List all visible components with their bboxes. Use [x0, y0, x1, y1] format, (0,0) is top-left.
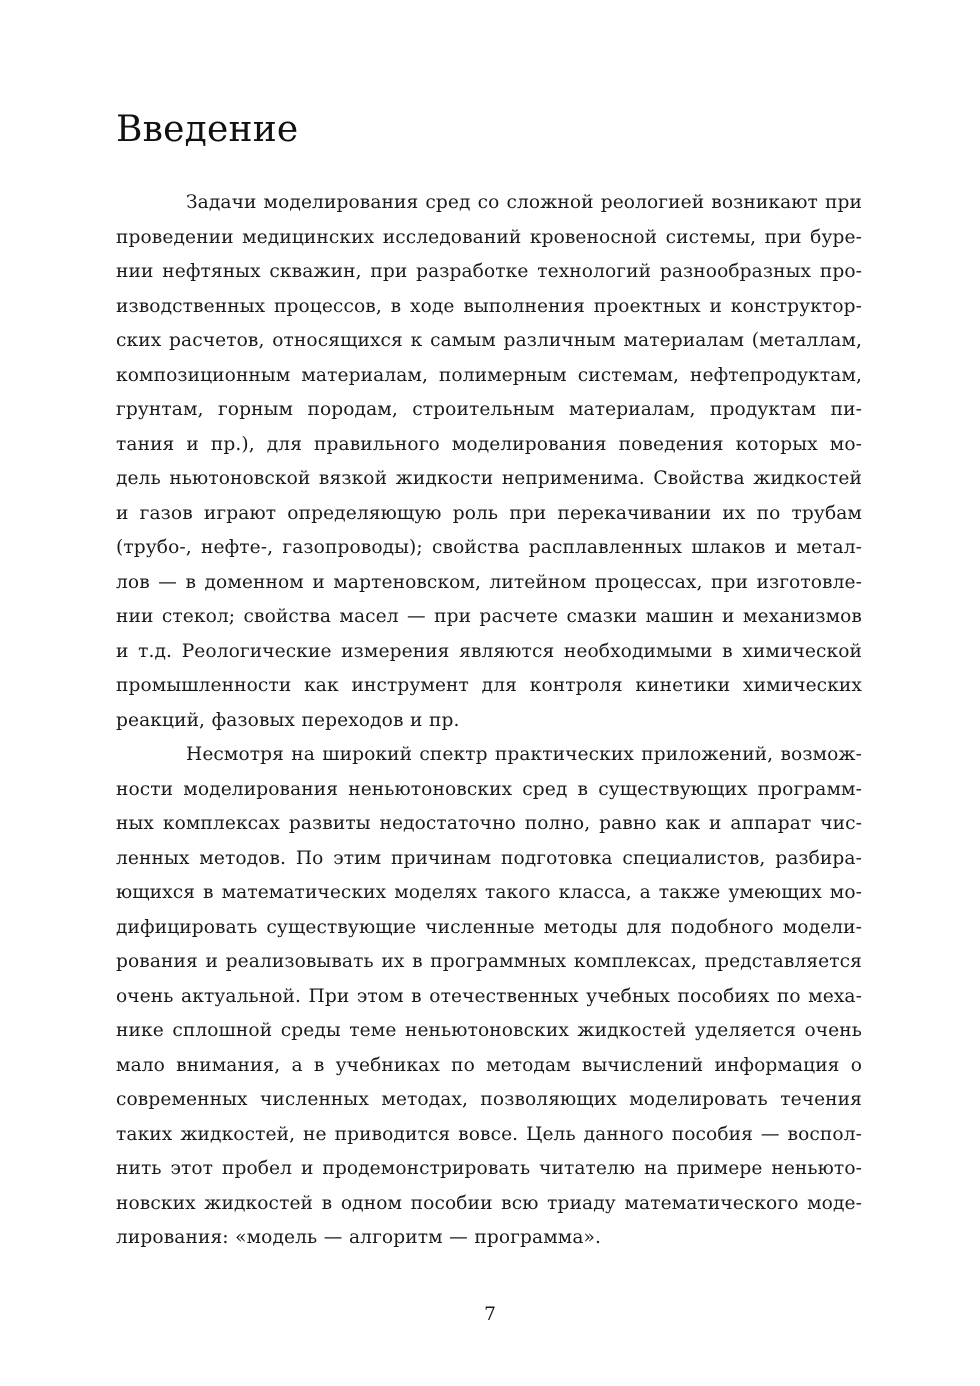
text-line: изводственных процессов, в ходе выполнения проектных и конструктор- [116, 295, 862, 317]
text-line: и т.д. Реологические измерения являются необходимыми в химической [116, 640, 862, 662]
text-line: ности моделирования неньютоновских сред в существующих программ- [116, 778, 862, 800]
text-line: композиционным материалам, полимерным системам, нефтепродуктам, [116, 364, 862, 386]
text-line: ленных методов. По этим причинам подготовка специалистов, разбира- [116, 847, 862, 869]
text-line: тания и пр.), для правильного моделирования поведения которых мо- [116, 433, 862, 455]
text-line: проведении медицинских исследований кровеносной системы, при буре- [116, 226, 862, 248]
text-line: ных комплексах развиты недостаточно полно, равно как и аппарат чис- [116, 813, 862, 834]
body-text [116, 186, 862, 1256]
text-line: мало внимания, а в учебниках по методам вычислений информация о [116, 1054, 862, 1076]
text-line: дифицировать существующие численные методы для подобного модели- [116, 916, 862, 938]
text-line: новских жидкостей в одном пособии всю триаду математического моде- [116, 1192, 862, 1214]
text-line: нике сплошной среды теме неньютоновских жидкостей уделяется очень [116, 1020, 862, 1041]
text-line: рования и реализовывать их в программных комплексах, представляется [116, 951, 862, 972]
text-line: нии стекол; свойства масел — при расчете смазки машин и механизмов [116, 606, 862, 627]
text-line: лирования: «модель — алгоритм — программа». [116, 1227, 601, 1248]
text-line: Несмотря на широкий спектр практических приложений, возмож- [186, 744, 862, 765]
text-line: современных численных методах, позволяющих моделировать течения [116, 1089, 862, 1110]
text-line: нить этот пробел и продемонстрировать читателю на примере неньюто- [116, 1158, 862, 1179]
text-line: лов — в доменном и мартеновском, литейном процессах, при изготовле- [116, 571, 862, 593]
text-line: дель ньютоновской вязкой жидкости неприменима. Свойства жидкостей [116, 468, 862, 489]
text-line: Задачи моделирования сред со сложной реологией возникают при [186, 192, 862, 213]
section-heading: Введение [116, 109, 299, 150]
paragraph-1 [116, 186, 862, 738]
text-line: ющихся в математических моделях такого класса, а также умеющих мо- [116, 882, 862, 903]
text-line: таких жидкостей, не приводится вовсе. Цель данного пособия — воспол- [116, 1123, 862, 1145]
text-line: грунтам, горным породам, строительным материалам, продуктам пи- [116, 399, 862, 420]
text-line: промышленности как инструмент для контроля кинетики химических [116, 675, 862, 696]
text-line: и газов играют определяющую роль при перекачивании их по трубам [116, 502, 862, 524]
text-line: очень актуальной. При этом в отечественных учебных пособиях по меха- [116, 985, 862, 1007]
text-line: ских расчетов, относящихся к самым различным материалам (металлам, [116, 330, 862, 351]
paragraph-2 [116, 738, 862, 1256]
text-line: (трубо-, нефте-, газопроводы); свойства расплавленных шлаков и метал- [116, 537, 862, 558]
page-number: 7 [484, 1304, 496, 1325]
text-line: нии нефтяных скважин, при разработке технологий разнообразных про- [116, 261, 862, 282]
text-line: реакций, фазовых переходов и пр. [116, 709, 460, 731]
